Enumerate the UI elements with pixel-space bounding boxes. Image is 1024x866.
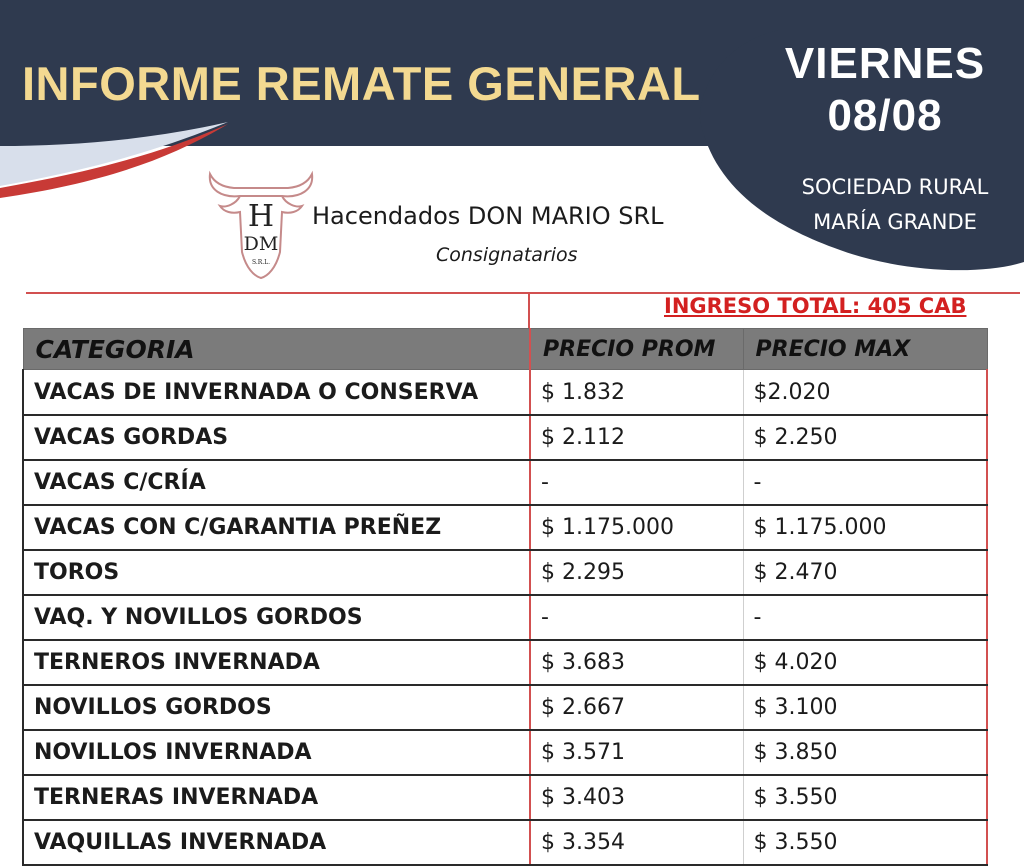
row-precio-max: $ 3.550 xyxy=(743,775,987,820)
row-precio-max: $ 3.100 xyxy=(743,685,987,730)
table-row xyxy=(23,820,987,865)
row-categoria: NOVILLOS GORDOS xyxy=(23,685,530,730)
table-row xyxy=(23,775,987,820)
bull-head-logo xyxy=(196,160,326,282)
row-precio-prom: $ 1.832 xyxy=(530,370,743,416)
row-categoria: TERNEROS INVERNADA xyxy=(23,640,530,685)
table-row xyxy=(23,415,987,460)
logo-letters-dm: DM xyxy=(243,233,279,255)
table-row xyxy=(23,685,987,730)
column-divider xyxy=(528,294,530,328)
table-row xyxy=(23,640,987,685)
row-precio-prom: $ 2.295 xyxy=(530,550,743,595)
header-categoria: CATEGORIA xyxy=(23,329,530,370)
table-row xyxy=(23,550,987,595)
row-precio-prom: $ 2.667 xyxy=(530,685,743,730)
row-precio-max: $ 3.550 xyxy=(743,820,987,865)
row-categoria: VACAS CON C/GARANTIA PREÑEZ xyxy=(23,505,530,550)
table-row xyxy=(23,460,987,505)
auction-day: VIERNES xyxy=(784,39,986,88)
row-categoria: VACAS C/CRÍA xyxy=(23,460,530,505)
price-table xyxy=(22,328,988,866)
row-precio-prom: $ 3.354 xyxy=(530,820,743,865)
header-precio-prom: PRECIO PROM xyxy=(530,329,743,370)
row-precio-max: $ 1.175.000 xyxy=(743,505,987,550)
row-categoria: VAQUILLAS INVERNADA xyxy=(23,820,530,865)
table-header-row xyxy=(23,329,987,370)
row-precio-max: - xyxy=(743,595,987,640)
row-precio-prom: $ 3.403 xyxy=(530,775,743,820)
row-categoria: VAQ. Y NOVILLOS GORDOS xyxy=(23,595,530,640)
company-name: Hacendados DON MARIO SRL xyxy=(312,202,664,230)
row-precio-max: $2.020 xyxy=(743,370,987,416)
row-categoria: TOROS xyxy=(23,550,530,595)
venue xyxy=(770,170,1020,240)
table-row xyxy=(23,595,987,640)
table-row xyxy=(23,505,987,550)
row-precio-max: $ 3.850 xyxy=(743,730,987,775)
auction-date-value: 08/08 xyxy=(827,91,943,140)
logo-letter-h: H xyxy=(247,199,275,234)
row-precio-prom: $ 2.112 xyxy=(530,415,743,460)
row-categoria: TERNERAS INVERNADA xyxy=(23,775,530,820)
row-categoria: NOVILLOS INVERNADA xyxy=(23,730,530,775)
row-precio-prom: - xyxy=(530,460,743,505)
logo-srl: S.R.L. xyxy=(251,259,271,266)
row-precio-max: $ 4.020 xyxy=(743,640,987,685)
header-precio-max: PRECIO MAX xyxy=(743,329,987,370)
row-categoria: VACAS DE INVERNADA O CONSERVA xyxy=(23,370,530,416)
venue-line-2: MARÍA GRANDE xyxy=(813,210,977,234)
row-categoria: VACAS GORDAS xyxy=(23,415,530,460)
table-row xyxy=(23,370,987,416)
row-precio-max: $ 2.250 xyxy=(743,415,987,460)
row-precio-prom: $ 3.571 xyxy=(530,730,743,775)
row-precio-prom: $ 1.175.000 xyxy=(530,505,743,550)
company-subtitle: Consignatarios xyxy=(436,244,578,266)
ingreso-total: INGRESO TOTAL: 405 CAB xyxy=(664,294,967,318)
row-precio-max: - xyxy=(743,460,987,505)
row-precio-prom: - xyxy=(530,595,743,640)
report-title: INFORME REMATE GENERAL xyxy=(22,57,701,110)
row-precio-prom: $ 3.683 xyxy=(530,640,743,685)
row-precio-max: $ 2.470 xyxy=(743,550,987,595)
auction-date xyxy=(760,38,1010,142)
table-row xyxy=(23,730,987,775)
venue-line-1: SOCIEDAD RURAL xyxy=(801,175,989,199)
